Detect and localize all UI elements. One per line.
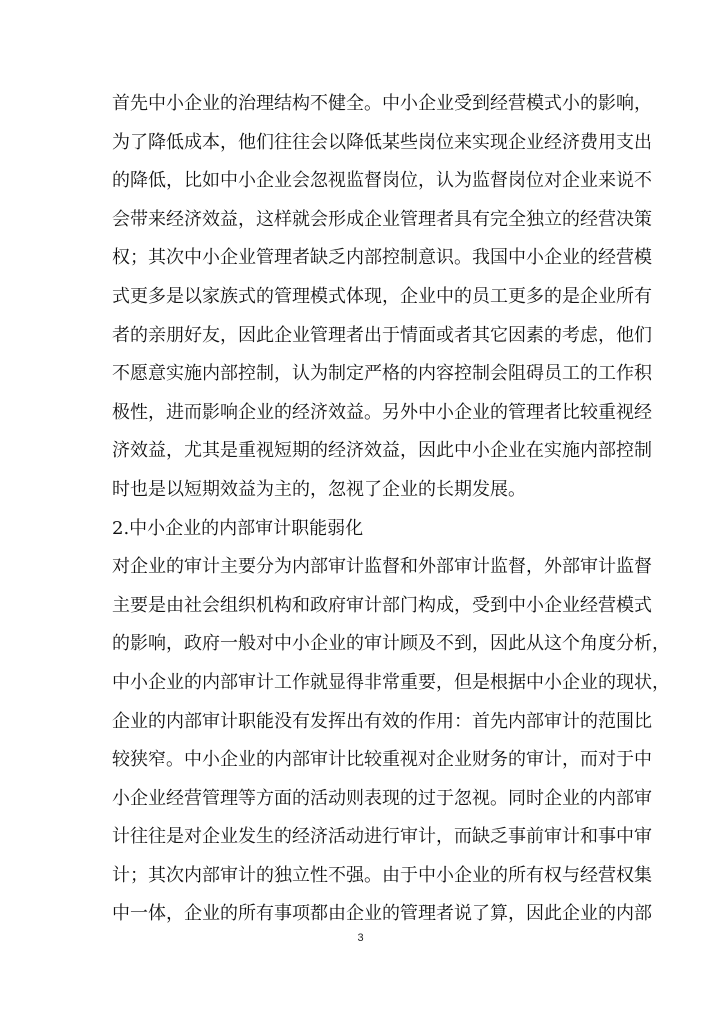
text-line: 中一体，企业的所有事项都由企业的管理者说了算，因此企业的内部 <box>112 903 652 925</box>
text-line: 济效益，尤其是重视短期的经济效益，因此中小企业在实施内部控制 <box>112 440 652 462</box>
text-line: 计；其次内部审计的独立性不强。由于中小企业的所有权与经营权集 <box>112 864 652 886</box>
text-line: 不愿意实施内部控制，认为制定严格的内容控制会阻碍员工的工作积 <box>112 363 652 385</box>
text-line: 会带来经济效益，这样就会形成企业管理者具有完全独立的经营决策 <box>112 208 652 230</box>
text-line: 式更多是以家族式的管理模式体现，企业中的员工更多的是企业所有 <box>112 285 652 307</box>
text-line: 首先中小企业的治理结构不健全。中小企业受到经营模式小的影响， <box>112 93 652 114</box>
text-line: 者的亲朋好友，因此企业管理者出于情面或者其它因素的考虑，他们 <box>112 324 652 346</box>
text-line: 较狭窄。中小企业的内部审计比较重视对企业财务的审计，而对于中 <box>112 749 652 771</box>
text-line: 的降低，比如中小企业会忽视监督岗位，认为监督岗位对企业来说不 <box>112 170 652 192</box>
text-line: 小企业经营管理等方面的活动则表现的过于忽视。同时企业的内部审 <box>112 787 652 809</box>
text-line: 为了降低成本，他们往往会以降低某些岗位来实现企业经济费用支出 <box>112 131 652 153</box>
text-line: 主要是由社会组织机构和政府审计部门构成，受到中小企业经营模式 <box>112 594 652 616</box>
body-text <box>112 85 670 934</box>
text-line: 对企业的审计主要分为内部审计监督和外部审计监督，外部审计监督 <box>112 556 652 578</box>
text-line: 的影响，政府一般对中小企业的审计顾及不到，因此从这个角度分析， <box>112 633 670 655</box>
text-line: 企业的内部审计职能没有发挥出有效的作用：首先内部审计的范围比 <box>112 710 652 732</box>
text-line: 极性，进而影响企业的经济效益。另外中小企业的管理者比较重视经 <box>112 401 652 423</box>
text-line: 中小企业的内部审计工作就显得非常重要，但是根据中小企业的现状， <box>112 671 670 693</box>
section-heading: 2.中小企业的内部审计职能弱化 <box>112 517 364 539</box>
text-line: 时也是以短期效益为主的，忽视了企业的长期发展。 <box>112 478 526 500</box>
text-line: 权；其次中小企业管理者缺乏内部控制意识。我国中小企业的经营模 <box>112 247 652 269</box>
page-number: 3 <box>357 932 364 944</box>
text-line: 计往往是对企业发生的经济活动进行审计，而缺乏事前审计和事中审 <box>112 826 652 848</box>
